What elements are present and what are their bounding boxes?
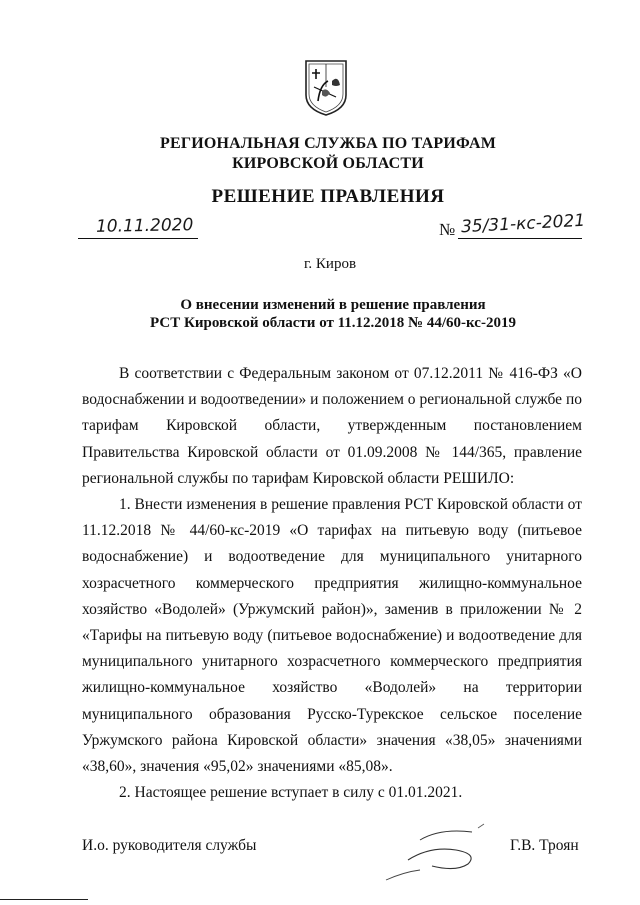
organization-name-line2: КИРОВСКОЙ ОБЛАСТИ: [232, 155, 424, 172]
document-number: 35/31-кс-2021: [460, 210, 586, 238]
footer-rule: [0, 899, 88, 900]
preamble-paragraph: В соответствии с Федеральным законом от 07.12.2011 № 416-ФЗ «О водоснабжении и водоотведении» и положением о региональной службе по тарифам Кировской области, утвержденным постановлением Правительства Кировской области от 01.09.2008 № 144/365, правление региональной службы по тарифам Кировской области РЕШИЛО:: [82, 365, 582, 487]
number-sign: №: [439, 220, 456, 239]
signatory-name: Г.В. Троян: [510, 837, 579, 854]
subject-line1: О внесении изменений в решение правления: [180, 297, 486, 313]
document-body: [82, 361, 582, 806]
signatory-title: И.о. руководителя службы: [82, 837, 257, 854]
city: г. Киров: [303, 256, 357, 272]
handwritten-signature: [360, 820, 490, 890]
kirov-coat-of-arms-icon: [302, 57, 350, 117]
document-type-title: РЕШЕНИЕ ПРАВЛЕНИЯ: [211, 186, 445, 207]
item-2-paragraph: 2. Настоящее решение вступает в силу с 01.01.2021.: [119, 784, 463, 802]
item-1-paragraph: 1. Внести изменения в решение правления РСТ Кировской области от 11.12.2018 № 44/60-кс-2019 «О тарифах на питьевую воду (питьевое водоснабжение) и водоотведение для муниципального унитарного хозрасчетного коммерческого предприятия жилищно-коммунальное хозяйство «Водолей» (Уржумский район)», заменив в приложении № 2 «Тарифы на питьевую воду (питьевое водоснабжение) и водоотведение для муниципального унитарного хозрасчетного коммерческого предприятия жилищно-коммунальное хозяйство «Водолей» на территории муниципального образования Русско-Турекское сельское поселение Уржумского района Кировской области» значения «38,05» значениями «38,60», значения «95,02» значениями «85,08».: [82, 496, 582, 776]
organization-name-line1: РЕГИОНАЛЬНАЯ СЛУЖБА ПО ТАРИФАМ: [159, 135, 497, 152]
document-date: 10.11.2020: [95, 215, 194, 237]
subject-line2: РСТ Кировской области от 11.12.2018 № 44/60-кс-2019: [150, 315, 516, 331]
